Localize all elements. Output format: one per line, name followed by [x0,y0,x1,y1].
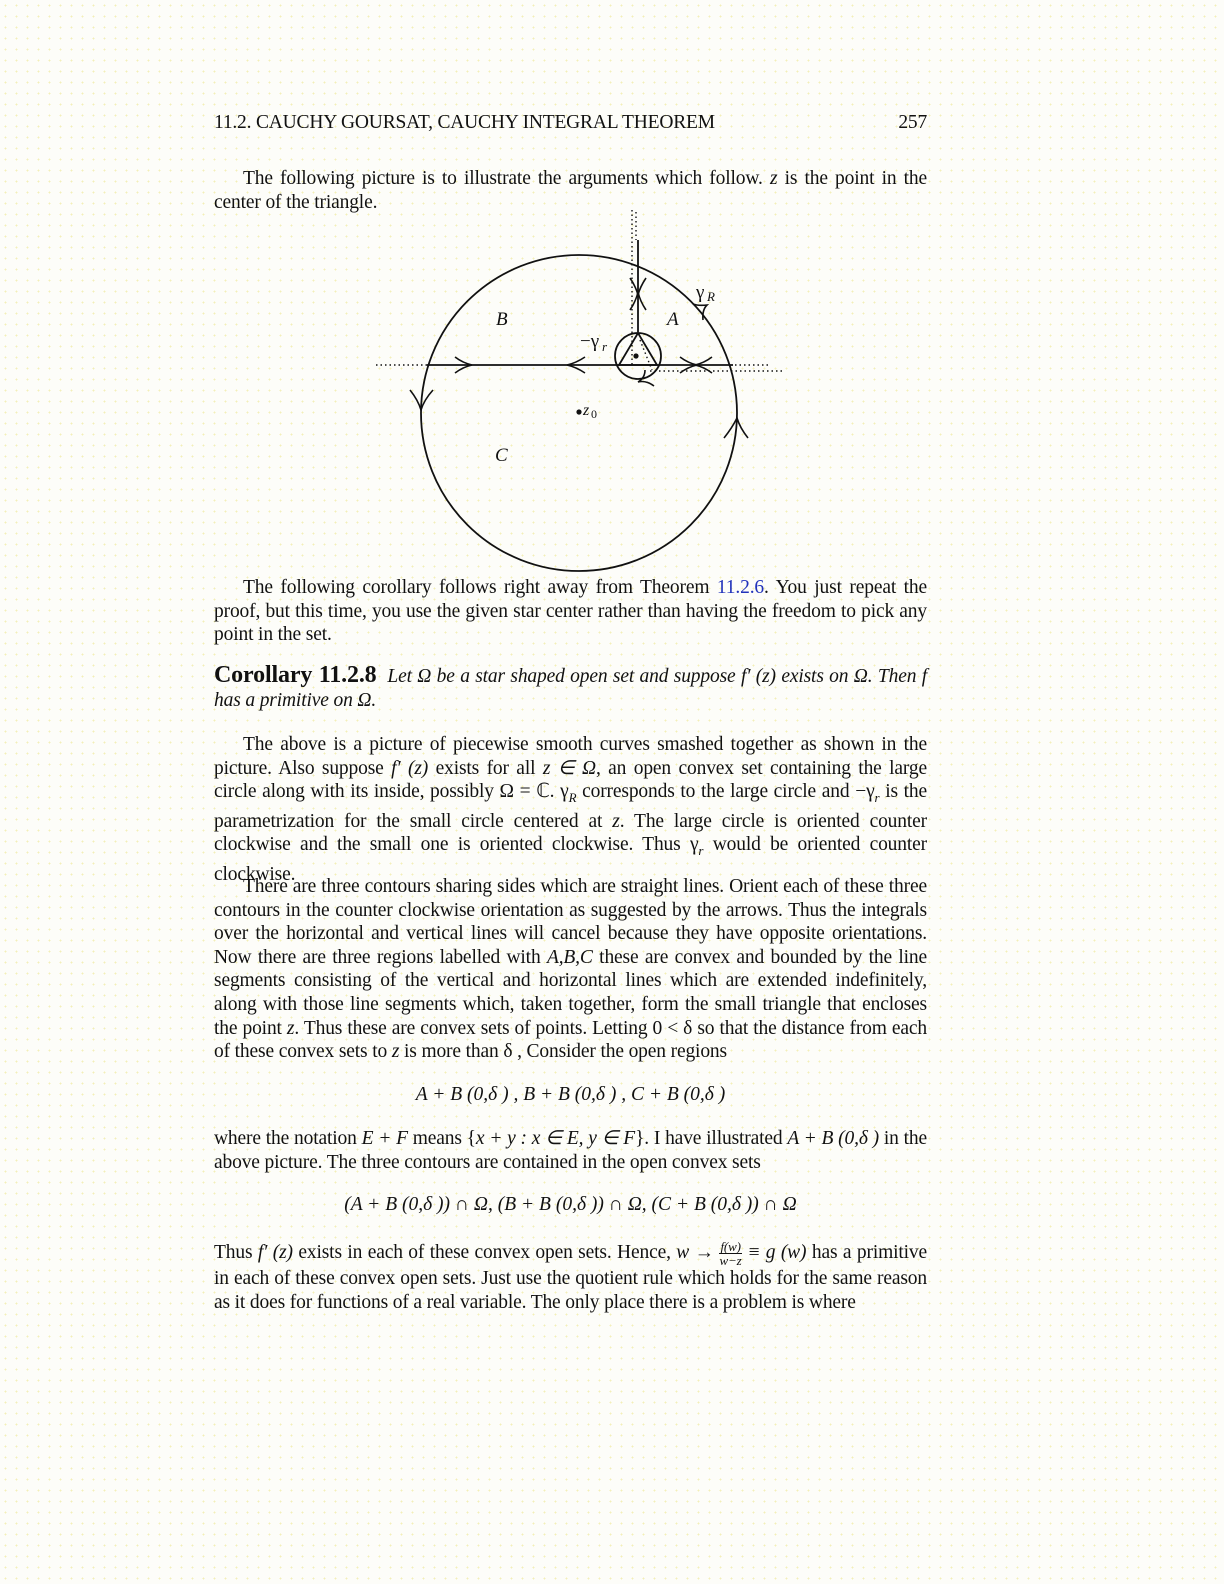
paragraph-text: . You just repeat the proof, but this time, you use the given star center rather than having the freedom to pick any point in the set. [214,577,927,646]
label-z0-sub: 0 [591,407,597,421]
corollary [214,664,927,712]
region-label-C: C [495,445,508,466]
paragraph-text: . The large circle is oriented counter clockwise and the small one is oriented clockwise. Thus [214,810,927,856]
corollary-body: Let Ω be a star shaped open set and suppose f′ (z) exists on Ω. Then f has a primitive on Ω. [214,666,928,711]
section-title: 11.2. CAUCHY GOURSAT, CAUCHY INTEGRAL THEOREM [214,112,715,133]
corollary-heading: Corollary 11.2.8 [214,662,377,688]
paragraph-text: exists for all [428,757,543,779]
math-gamma: γ [560,781,569,803]
fraction-denominator: w−z [719,1253,742,1268]
label-neg-gamma-r: −γ [580,331,600,352]
paragraph-text: has a primitive in each of these convex open sets. Just use the quotient rule which holds for the same reason as it does for functions of a real variable. The only place there is a problem is where [214,1241,928,1313]
paragraph-text: where the notation [214,1128,362,1149]
display-equation-1: A + B (0,δ ) , B + B (0,δ ) , C + B (0,δ ) [415,1084,726,1105]
fraction [719,1240,741,1267]
math: A + B (0,δ ) [787,1128,879,1149]
paragraph-text: means { [407,1128,476,1149]
region-label-A: A [667,309,679,330]
math: ≡ g (w) [741,1241,807,1263]
paragraph-text: There are three contours sharing sides which are straight lines. Orient each of these three contours in the counter clockwise orientation as suggested by the arrows. Thus the integrals over the horizontal and vertical lines will cancel because they have opposite orientations. Now there are three regions labelled with [214,876,927,968]
math: z [391,1041,400,1063]
math: A,B,C [546,946,593,968]
math-sub: R [568,790,577,806]
math-sub: r [698,843,704,859]
intro-text: is the point in the center of the triangle. [214,168,928,213]
math: w → [676,1241,714,1263]
paragraph-text: is the parametrization for the small circle centered at [214,781,927,832]
paragraph-text: The above is a picture of piecewise smooth curves smashed together as shown in the picture. Also suppose [214,734,927,779]
paragraph-contours [214,875,927,1064]
math: z [286,1017,295,1039]
paragraph-text: Thus [214,1241,258,1263]
paragraph-primitive [214,1240,927,1314]
paragraph-notation [214,1127,927,1174]
paragraph-text: , an open convex set containing the large circle along with its inside, possibly Ω = ℂ. [214,757,928,803]
paragraph-text: these are convex and bounded by the line segments consisting of the vertical and horizontal lines which are extended indefinitely, along with those line segments which, taken together, form the small triangle that encloses the point [214,946,928,1039]
label-gamma-R-sub: R [707,289,715,304]
paragraph-text: exists in each of these convex open sets. Hence, [292,1241,677,1263]
label-gamma-R: γ [696,282,705,303]
paragraph-text: . Thus these are convex sets of points. Letting 0 < δ so that the distance from each of these convex sets to [214,1017,927,1063]
theorem-link[interactable]: 11.2.6 [716,577,765,598]
paragraph-text: in the above picture. The three contours are contained in the open convex sets [214,1128,927,1173]
math: x + y : x ∈ E, y ∈ F [475,1128,636,1149]
paragraph-text: The following corollary follows right away from Theorem [243,577,717,598]
paragraph-picture-description [214,733,927,886]
label-z0: z [583,402,590,419]
math-z: z [769,168,778,189]
paragraph-text: corresponds to the large circle and − [576,781,867,803]
region-label-B: B [496,309,508,330]
point-z0 [576,409,581,414]
paragraph-text: would be oriented counter clockwise. [214,834,928,885]
paragraph-theorem-ref [214,576,927,647]
math: f′ (z) [391,757,429,779]
paragraph-text: is more than δ , Consider the open regions [399,1041,727,1063]
math: E + F [361,1128,408,1149]
math: f′ (z) [257,1241,293,1263]
contour-figure [0,0,1224,600]
intro-text: The following picture is to illustrate the arguments which follow. [243,168,770,189]
point-z [633,353,638,358]
math: z ∈ Ω [542,757,596,779]
paragraph-text: }. I have illustrated [635,1128,788,1149]
math-gamma: γ [866,781,875,803]
math: z [612,810,620,832]
fraction-numerator: f(w) [720,1239,741,1254]
display-equation-2: (A + B (0,δ )) ∩ Ω, (B + B (0,δ )) ∩ Ω, (C + B (0,δ )) ∩ Ω [344,1194,797,1215]
label-neg-gamma-r-sub: r [602,339,608,354]
page-number: 257 [898,112,927,133]
math-gamma: γ [689,834,699,856]
math-sub: r [874,790,880,806]
